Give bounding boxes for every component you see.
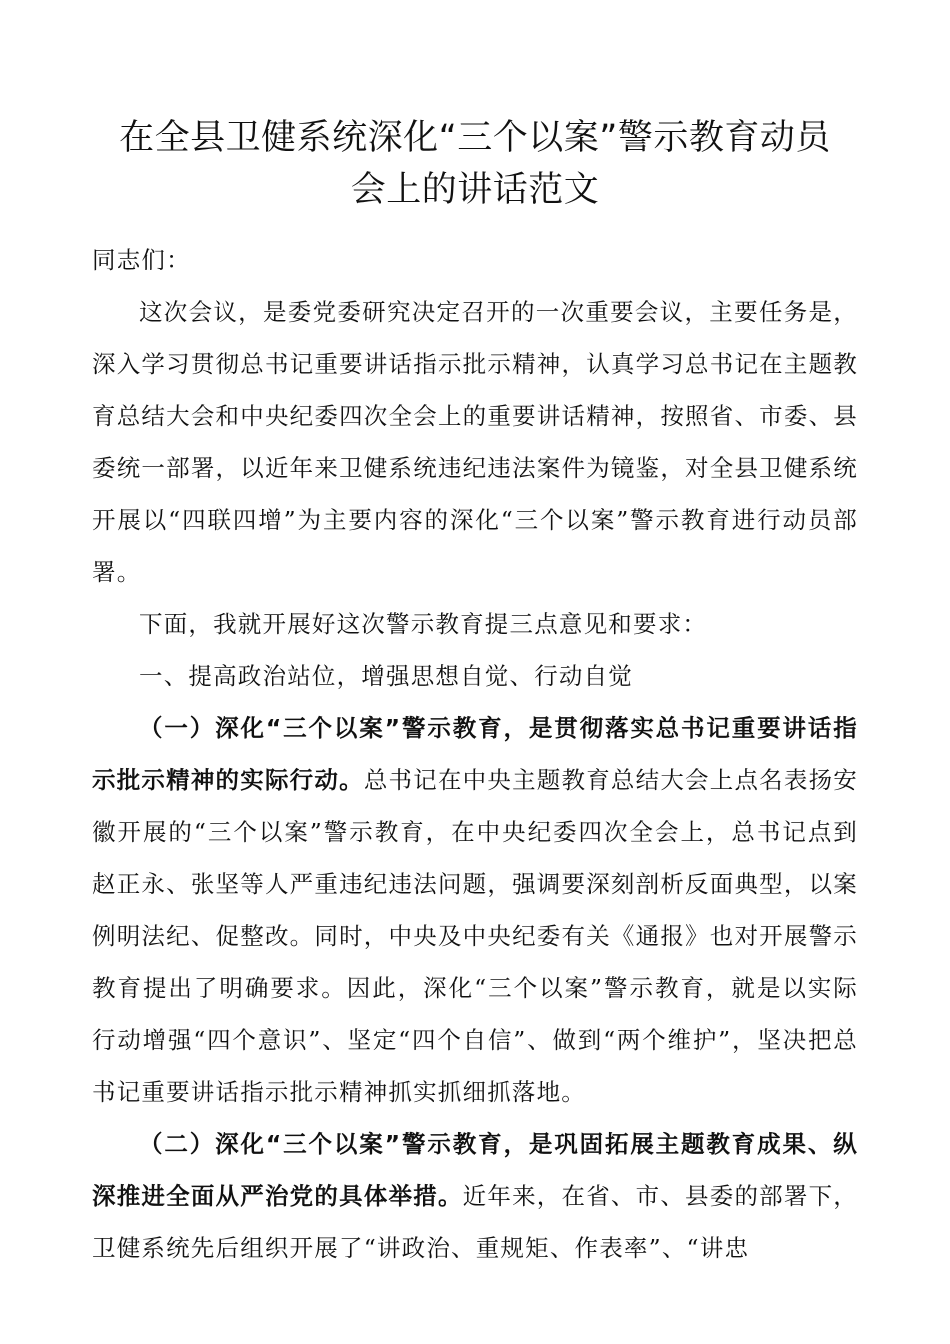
subsection-1 — [92, 702, 858, 1118]
subsection-2-body: 近年来，在省、市、县委的部署下，卫健系统先后组织开展了“讲政治、重规矩、作表率”、“讲忠 — [92, 1182, 859, 1262]
subsection-2 — [92, 1118, 858, 1274]
salutation: 同志们： — [92, 246, 191, 274]
paragraph-outline: 下面，我就开展好这次警示教育提三点意见和要求： — [139, 610, 708, 638]
section-heading-1: 一、提高政治站位，增强思想自觉、行动自觉 — [139, 662, 633, 690]
subsection-1-body: 总书记在中央主题教育总结大会上点名表扬安徽开展的“三个以案”警示教育，在中央纪委四次全会上，总书记点到赵正永、张坚等人严重违纪违法问题，强调要深刻剖析反面典型，以案例明法纪、促整改。同时，中央及中央纪委有关《通报》也对开展警示教育提出了明确要求。因此，深化“三个以案”警示教育，就是以实际行动增强“四个意识”、坚定“四个自信”、做到“两个维护”，坚决把总书记重要讲话指示批示精神抓实抓细抓落地。 — [92, 766, 858, 1106]
title-line-1: 在全县卫健系统深化“三个以案”警示教育动员 — [119, 118, 831, 158]
subsection-2-title: （二）深化“三个以案”警示教育，是巩固拓展主题教育成果、纵深推进全面从严治党的具体举措。 — [92, 1130, 858, 1210]
document-body — [92, 234, 858, 1274]
subsection-1-title: （一）深化“三个以案”警示教育，是贯彻落实总书记重要讲话指示批示精神的实际行动。 — [92, 714, 858, 794]
title-line-2: 会上的讲话范文 — [350, 170, 600, 210]
document-title — [92, 112, 858, 216]
paragraph-intro: 这次会议，是委党委研究决定召开的一次重要会议，主要任务是，深入学习贯彻总书记重要讲话指示批示精神，认真学习总书记在主题教育总结大会和中央纪委四次全会上的重要讲话精神，按照省、市委、县委统一部署，以近年来卫健系统违纪违法案件为镜鉴，对全县卫健系统开展以“四联四增”为主要内容的深化“三个以案”警示教育进行动员部署。 — [92, 298, 858, 586]
